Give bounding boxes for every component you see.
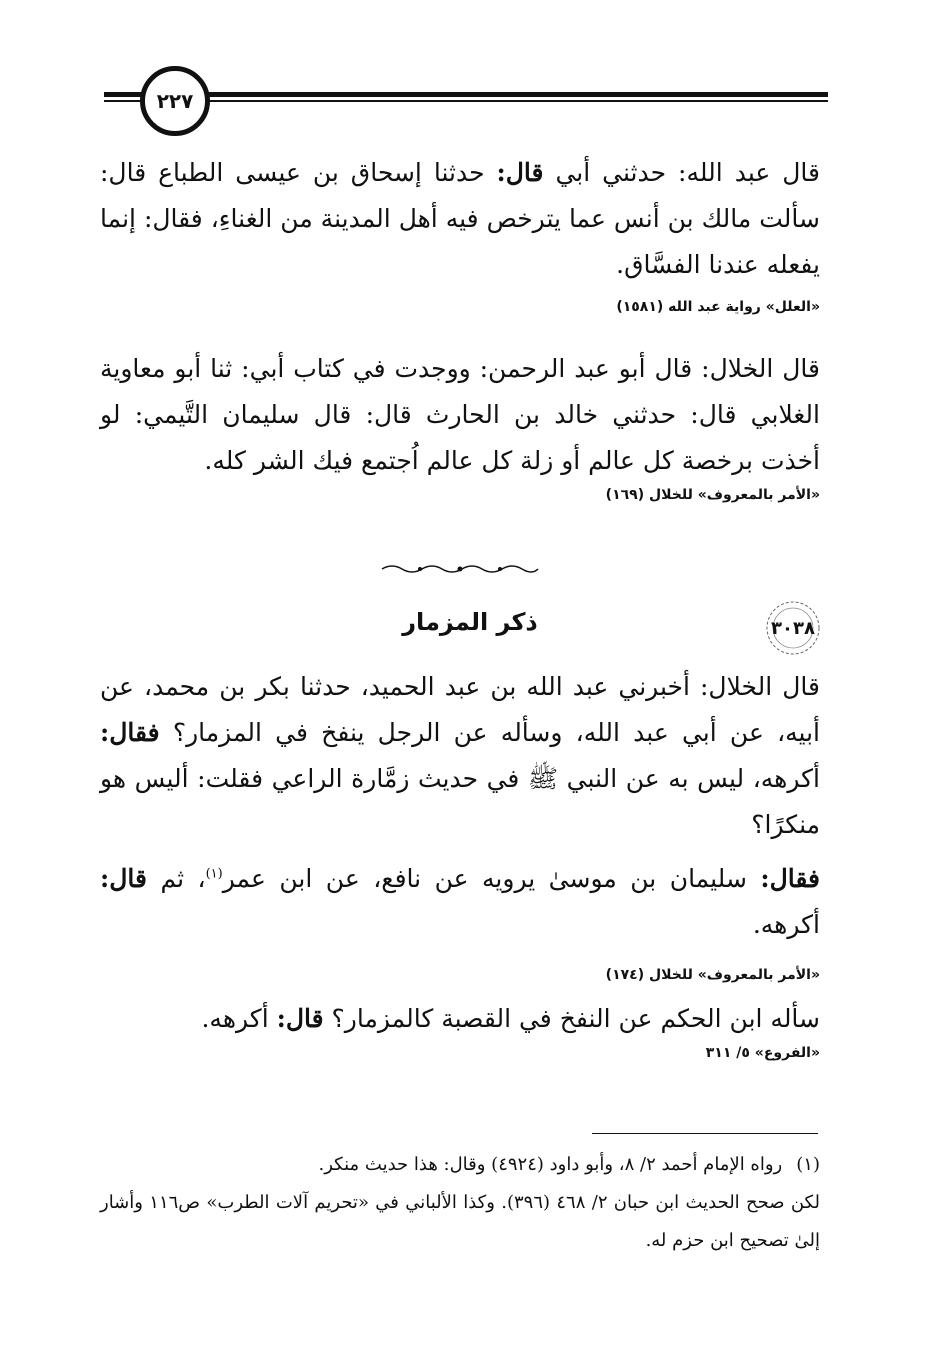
footnote-item (100, 1146, 820, 1184)
bold-run: فقال: (760, 864, 820, 893)
paragraph (100, 996, 820, 1042)
source-citation: «الفروع» ٥/ ٣١١ (705, 1045, 820, 1061)
text-block-1 (100, 150, 820, 318)
bold-run: قال: (276, 1004, 324, 1033)
footnotes (100, 1146, 820, 1260)
paragraph: قال الخلال: قال أبو عبد الرحمن: ووجدت في كتاب أبي: ثنا أبو معاوية الغلابي قال: حدثني خالد بن الحارث قال: قال سليمان التَّيمي: لو أخذت برخصة كل عالم أو زلة كل عالم اُجتمع فيك الشر كله. (100, 354, 820, 475)
text-run: سأله ابن الحكم عن النفخ في القصبة كالمزمار؟ (323, 1004, 820, 1033)
text-run: قال عبد الله: حدثني أبي (543, 158, 820, 187)
footnote-text: رواه الإمام أحمد ٢/ ٨، وأبو داود (٤٩٢٤) وقال: هذا حديث منكر. (318, 1154, 783, 1175)
section-number-badge (758, 598, 828, 658)
page-header (100, 66, 828, 136)
text-block-2 (100, 346, 820, 506)
header-rule-right-thin (198, 100, 828, 102)
ornament-divider-icon (380, 563, 540, 575)
section-number: ٣٠٣٨ (771, 617, 815, 639)
text-run: قال الخلال: أخبرني عبد الله بن عبد الحميد، حدثنا بكر بن محمد، عن أبيه، عن أبي عبد الله، وسأله عن الرجل ينفخ في المزمار؟ (100, 672, 820, 747)
text-run: حدثنا إسحاق بن عيسى الطباع قال: سألت مالك بن أنس عما يترخص فيه أهل المدينة من الغناءِ، فقال: إنما يفعله عندنا الفسَّاق. (100, 158, 820, 279)
footnote-rule (592, 1133, 818, 1134)
source-citation: «الأمر بالمعروف» للخلال (١٦٩) (605, 487, 820, 503)
source-citation: «العلل» رواية عبد الله (١٥٨١) (616, 299, 820, 315)
bold-run: فقال: (100, 718, 160, 747)
text-run: سليمان بن موسىٰ يرويه عن نافع، عن ابن عمر (222, 864, 761, 893)
header-rule-left-thin (104, 100, 142, 102)
bold-run: قال: (496, 158, 544, 187)
text-run: أكرهه. (201, 1004, 277, 1033)
paragraph (100, 150, 820, 288)
footnote-marker: (١) (796, 1154, 820, 1175)
bold-run: قال: (100, 864, 147, 893)
section-title: ذكر المزمار (402, 608, 538, 636)
text-run: أكرهه، ليس به عن النبي ﷺ في حديث زمَّارة الراعي فقلت: أليس هو منكرًا؟ (100, 764, 820, 839)
text-run: أكرهه. (752, 910, 820, 939)
footnote-ref[interactable]: (١) (205, 866, 223, 882)
section-body (100, 664, 820, 1064)
footnote-text: لكن صحح الحديث ابن حبان ٢/ ٤٦٨ (٣٩٦). وكذا الألباني في «تحريم آلات الطرب» ص١١٦ وأشار إلىٰ تصحيح ابن حزم له. (100, 1192, 820, 1251)
page-number: ٢٢٧ (140, 66, 210, 136)
source-citation: «الأمر بالمعروف» للخلال (١٧٤) (605, 967, 820, 983)
paragraph (100, 856, 820, 948)
header-rule-right (198, 92, 828, 97)
header-rule-left (104, 92, 142, 97)
text-run: ، ثم (146, 864, 206, 893)
paragraph (100, 664, 820, 848)
